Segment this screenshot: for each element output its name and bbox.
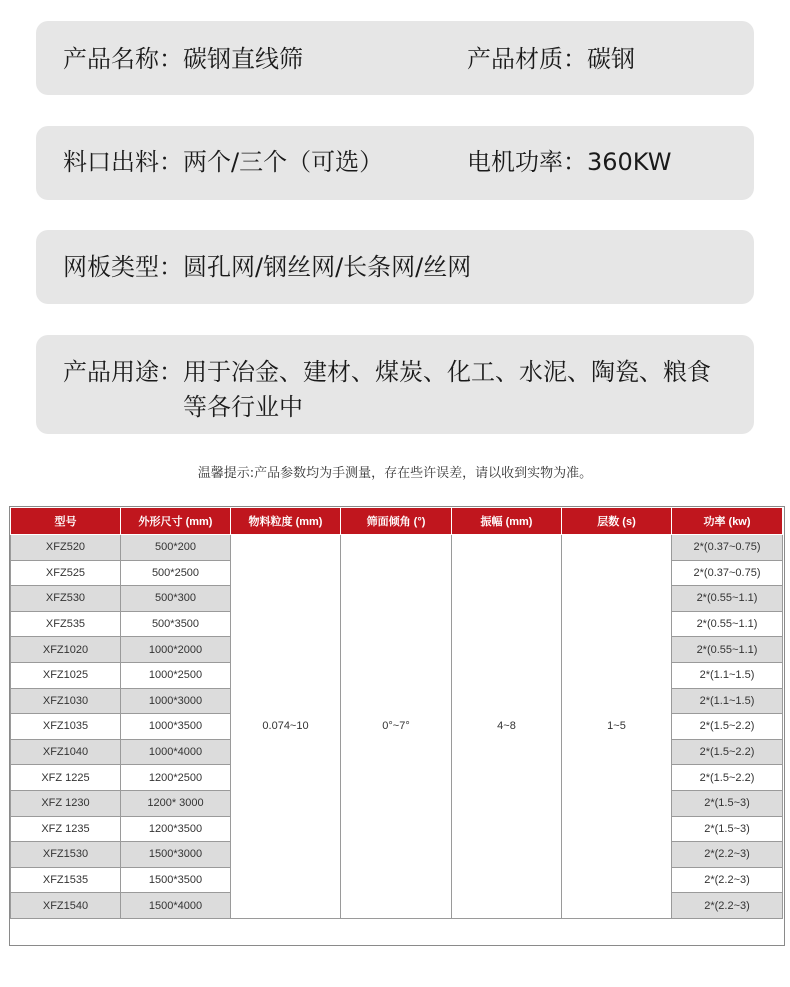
cell-size: 500*300 [121, 586, 231, 612]
spec-mesh-value: 圆孔网/钢丝网/长条网/丝网 [183, 253, 472, 281]
spec-power-value: 360KW [587, 148, 672, 176]
cell-layers: 1~5 [562, 535, 672, 919]
header-size: 外形尺寸 (mm) [121, 508, 231, 535]
measurement-note: 温馨提示:产品参数均为手测量，存在些许误差，请以收到实物为准。 [197, 466, 593, 481]
header-angle: 筛面倾角 (°) [341, 508, 452, 535]
spec-name-label: 产品名称： [63, 45, 183, 73]
cell-model: XFZ535 [11, 611, 121, 637]
cell-size: 1000*4000 [121, 739, 231, 765]
header-amplitude: 振幅 (mm) [452, 508, 562, 535]
cell-model: XFZ1020 [11, 637, 121, 663]
cell-power: 2*(1.5~3) [672, 816, 783, 842]
spec-material-label: 产品材质： [467, 45, 587, 73]
cell-model: XFZ1035 [11, 714, 121, 740]
spec-name-value: 碳钢直线筛 [183, 45, 303, 73]
cell-model: XFZ 1225 [11, 765, 121, 791]
cell-power: 2*(1.5~2.2) [672, 714, 783, 740]
cell-power: 2*(2.2~3) [672, 867, 783, 893]
cell-model: XFZ1535 [11, 867, 121, 893]
spec-mesh [63, 252, 471, 282]
spec-use-label: 产品用途： [63, 358, 183, 386]
cell-power: 2*(1.5~3) [672, 790, 783, 816]
cell-model: XFZ1530 [11, 842, 121, 868]
cell-size: 1000*3000 [121, 688, 231, 714]
cell-size: 500*200 [121, 535, 231, 561]
cell-size: 1500*3500 [121, 867, 231, 893]
spec-port-value: 两个/三个（可选） [183, 148, 384, 176]
cell-power: 2*(0.37~0.75) [672, 560, 783, 586]
header-model: 型号 [11, 508, 121, 535]
cell-model: XFZ 1235 [11, 816, 121, 842]
table-row [11, 535, 783, 561]
spec-material-value: 碳钢 [587, 45, 635, 73]
cell-power: 2*(1.5~2.2) [672, 739, 783, 765]
cell-power: 2*(1.1~1.5) [672, 662, 783, 688]
spec-power [467, 147, 671, 177]
cell-power: 2*(0.37~0.75) [672, 535, 783, 561]
cell-particle: 0.074~10 [231, 535, 341, 919]
spec-port [63, 147, 383, 177]
cell-size: 1000*3500 [121, 714, 231, 740]
spec-material [467, 44, 635, 74]
cell-model: XFZ 1230 [11, 790, 121, 816]
cell-size: 500*2500 [121, 560, 231, 586]
spec-power-label: 电机功率： [467, 148, 587, 176]
cell-model: XFZ1040 [11, 739, 121, 765]
cell-model: XFZ1025 [11, 662, 121, 688]
cell-power: 2*(0.55~1.1) [672, 586, 783, 612]
spec-use-value-line2: 等各行业中 [183, 393, 303, 421]
cell-size: 500*3500 [121, 611, 231, 637]
cell-amplitude: 4~8 [452, 535, 562, 919]
spec-table [10, 507, 783, 919]
cell-power: 2*(0.55~1.1) [672, 637, 783, 663]
spec-name [63, 44, 303, 74]
cell-model: XFZ520 [11, 535, 121, 561]
cell-power: 2*(1.1~1.5) [672, 688, 783, 714]
cell-angle: 0°~7° [341, 535, 452, 919]
cell-size: 1000*2000 [121, 637, 231, 663]
cell-size: 1200*3500 [121, 816, 231, 842]
header-layers: 层数 (s) [562, 508, 672, 535]
spec-use [63, 357, 711, 387]
spec-use-line2 [183, 392, 303, 422]
table-header-row [11, 508, 783, 535]
spec-port-label: 料口出料： [63, 148, 183, 176]
cell-model: XFZ1030 [11, 688, 121, 714]
cell-power: 2*(2.2~3) [672, 893, 783, 919]
cell-power: 2*(0.55~1.1) [672, 611, 783, 637]
cell-power: 2*(2.2~3) [672, 842, 783, 868]
cell-size: 1200*2500 [121, 765, 231, 791]
cell-size: 1500*4000 [121, 893, 231, 919]
cell-model: XFZ525 [11, 560, 121, 586]
header-power: 功率 (kw) [672, 508, 783, 535]
cell-size: 1500*3000 [121, 842, 231, 868]
cell-size: 1200* 3000 [121, 790, 231, 816]
spec-use-value-line1: 用于冶金、建材、煤炭、化工、水泥、陶瓷、粮食 [183, 358, 711, 386]
cell-model: XFZ1540 [11, 893, 121, 919]
cell-size: 1000*2500 [121, 662, 231, 688]
spec-mesh-label: 网板类型： [63, 253, 183, 281]
cell-model: XFZ530 [11, 586, 121, 612]
cell-power: 2*(1.5~2.2) [672, 765, 783, 791]
header-particle: 物料粒度 (mm) [231, 508, 341, 535]
